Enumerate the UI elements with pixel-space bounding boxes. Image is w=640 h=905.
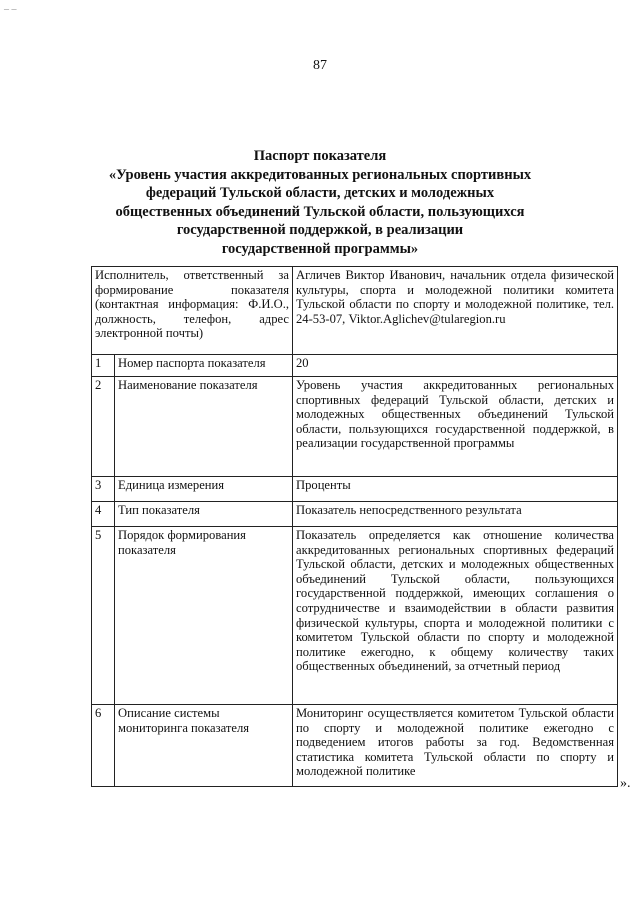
table-row (92, 355, 618, 377)
responsible-label: Исполнитель, ответственный за формирование показателя (контактная информация: Ф.И.О., должность, телефон, адрес электронной почты) (92, 267, 293, 355)
row-value: Мониторинг осуществляется комитетом Тульской области по спорту и молодежной политике ежегодно с подведением итогов работы за год. Ведомственная статистика комитета Тульской области по спорту и молодежной политике (293, 705, 618, 787)
row-value: Уровень участия аккредитованных региональных спортивных федераций Тульской области, детских и молодежных общественных объединений Тульской области, пользующихся государственной поддержкой, в реализации государственной программы (293, 377, 618, 477)
title-line: государственной поддержкой, в реализации (176, 222, 464, 238)
table-row (92, 377, 618, 477)
row-label: Тип показателя (115, 502, 293, 527)
row-value: Показатель непосредственного результата (293, 502, 618, 527)
title-line: Паспорт показателя (253, 148, 387, 164)
row-number: 6 (92, 705, 115, 787)
row-label: Порядок формирования показателя (115, 527, 293, 705)
indicator-passport-title (90, 147, 550, 258)
title-line: «Уровень участия аккредитованных региональных спортивных (108, 166, 532, 183)
page-number: 87 (313, 58, 327, 73)
row-label: Описание системы мониторинга показателя (115, 705, 293, 787)
row-number: 4 (92, 502, 115, 527)
row-value: 20 (293, 355, 618, 377)
row-label: Номер паспорта показателя (115, 355, 293, 377)
indicator-passport-table (91, 266, 618, 787)
title-line: федераций Тульской области, детских и молодежных (145, 185, 495, 201)
row-number: 2 (92, 377, 115, 477)
title-line: государственной программы» (221, 240, 419, 257)
title-line: общественных объединений Тульской области, пользующихся (115, 203, 525, 220)
row-label: Наименование показателя (115, 377, 293, 477)
table-row (92, 527, 618, 705)
responsible-value: Агличев Виктор Иванович, начальник отдела физической культуры, спорта и молодежной политики комитета Тульской области по спорту и молодежной политике, тел. 24-53-07, Viktor.Aglichev@tularegion.ru (293, 267, 618, 355)
table-row (92, 705, 618, 787)
row-value: Показатель определяется как отношение количества аккредитованных региональных спортивных федераций Тульской области, детских и молодежных общественных объединений Тульской области, пользующихся государственной поддержкой, имеющих соглашения о сотрудничестве и взаимодействии в области развития физической культуры, спорта и молодежной политики с комитетом Тульской области по спорту и молодежной политике ежегодно, к общему количеству таких общественных объединений, за отчетный период (293, 527, 618, 705)
table-row (92, 502, 618, 527)
row-number: 3 (92, 477, 115, 502)
closing-quote: ». (620, 776, 631, 791)
table-row (92, 477, 618, 502)
scan-mark: – – (4, 4, 17, 15)
row-number: 5 (92, 527, 115, 705)
row-number: 1 (92, 355, 115, 377)
table-row (92, 267, 618, 355)
row-value: Проценты (293, 477, 618, 502)
row-label: Единица измерения (115, 477, 293, 502)
